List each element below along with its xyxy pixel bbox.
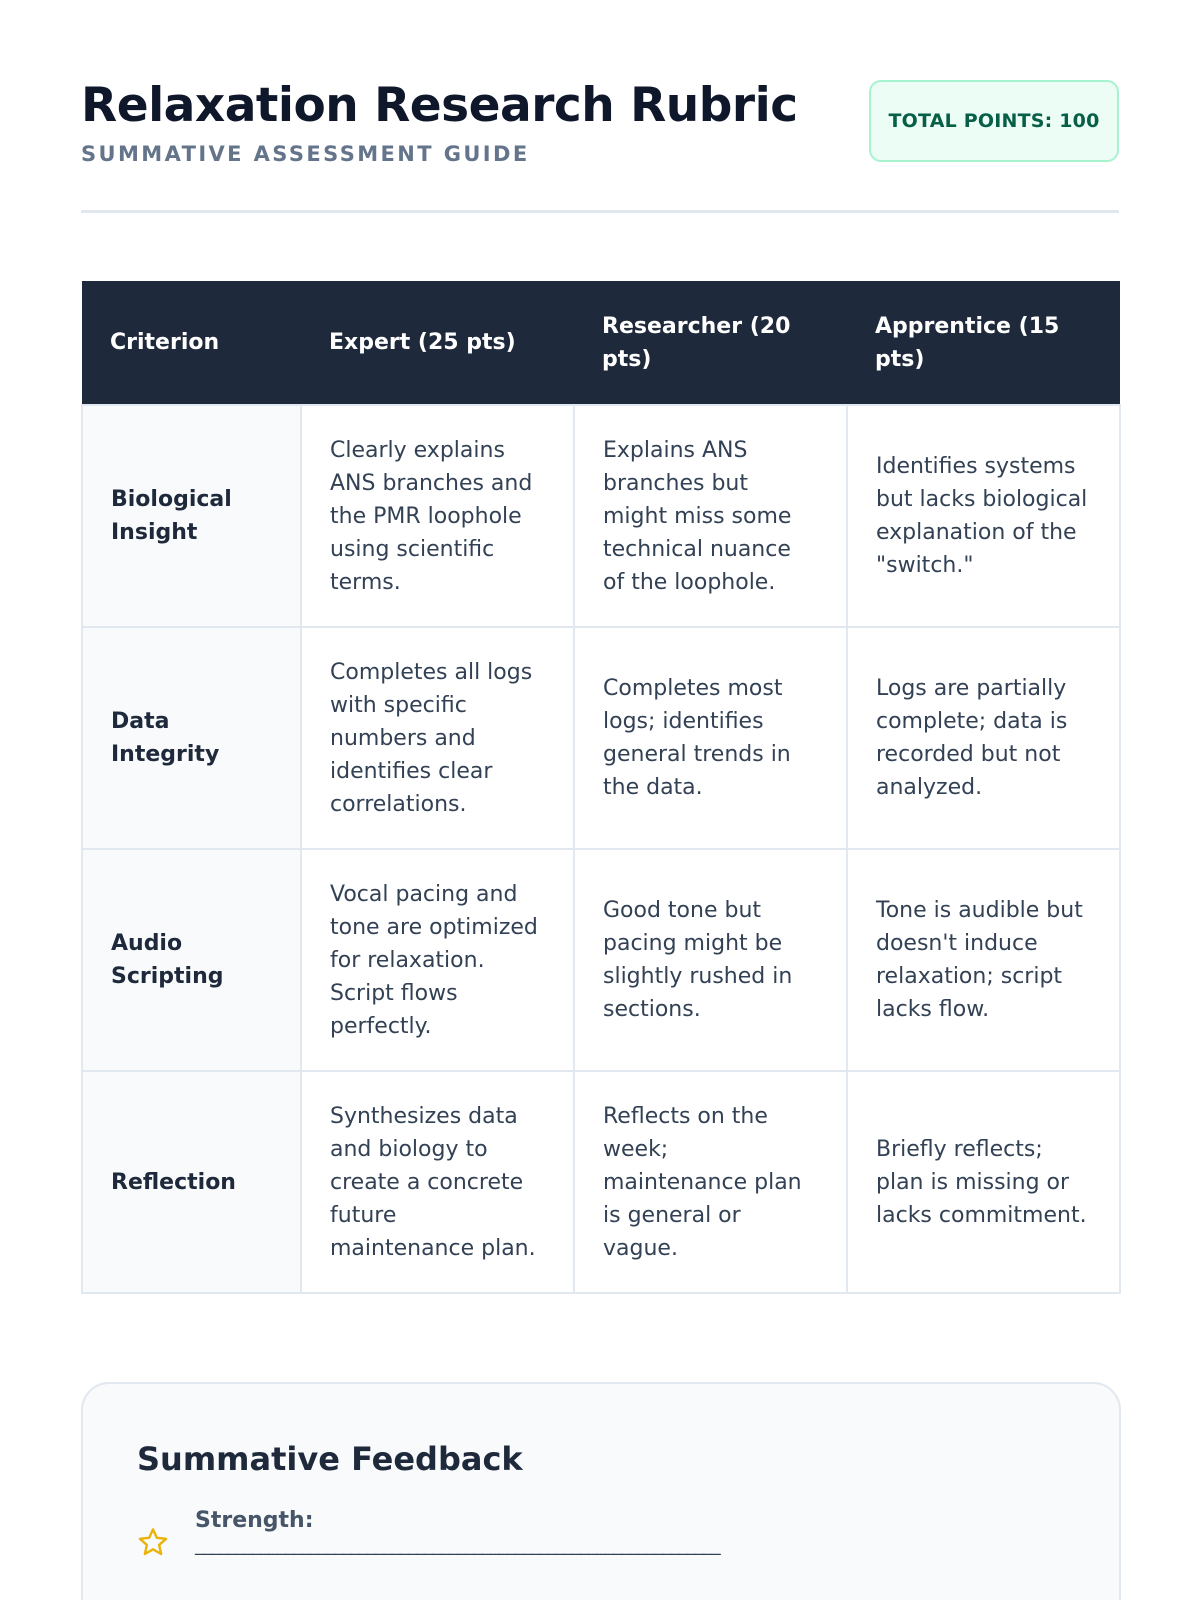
strength-label: Strength: xyxy=(195,1508,314,1533)
expert-cell: Completes all logs with specific numbers and identifies clear correlations. xyxy=(301,627,574,849)
column-header-criterion: Criterion xyxy=(82,281,301,405)
rubric-header xyxy=(82,281,1120,405)
researcher-cell: Explains ANS branches but might miss some technical nuance of the loophole. xyxy=(574,405,847,627)
apprentice-cell: Logs are partially complete; data is recorded but not analyzed. xyxy=(847,627,1120,849)
researcher-cell: Reflects on the week; maintenance plan is general or vague. xyxy=(574,1071,847,1293)
apprentice-cell: Tone is audible but doesn't induce relaxation; script lacks flow. xyxy=(847,849,1120,1071)
criterion-cell: Reflection xyxy=(82,1071,301,1293)
table-row xyxy=(82,405,1120,627)
column-header-apprentice: Apprentice (15 pts) xyxy=(847,281,1120,405)
table-row xyxy=(82,849,1120,1071)
rubric-body xyxy=(82,405,1120,1293)
strength-row xyxy=(137,1508,1065,1558)
page-header xyxy=(81,80,1119,213)
summative-feedback-panel xyxy=(81,1382,1121,1600)
apprentice-cell: Briefly reflects; plan is missing or lacks commitment. xyxy=(847,1071,1120,1293)
title-block xyxy=(81,80,798,166)
criterion-cell: Data Integrity xyxy=(82,627,301,849)
expert-cell: Vocal pacing and tone are optimized for relaxation. Script flows perfectly. xyxy=(301,849,574,1071)
page-title: Relaxation Research Rubric xyxy=(81,78,798,133)
star-icon xyxy=(137,1526,169,1558)
column-header-expert: Expert (25 pts) xyxy=(301,281,574,405)
apprentice-cell: Identifies systems but lacks biological explanation of the "switch." xyxy=(847,405,1120,627)
criterion-cell: Audio Scripting xyxy=(82,849,301,1071)
feedback-title: Summative Feedback xyxy=(137,1440,523,1478)
strength-blank-line[interactable]: ________________________________________________________________ xyxy=(195,1535,720,1556)
expert-cell: Synthesizes data and biology to create a concrete future maintenance plan. xyxy=(301,1071,574,1293)
strength-field[interactable] xyxy=(195,1508,720,1556)
column-header-researcher: Researcher (20 pts) xyxy=(574,281,847,405)
criterion-cell: Biological Insight xyxy=(82,405,301,627)
table-row xyxy=(82,627,1120,849)
rubric-table xyxy=(81,281,1121,1294)
researcher-cell: Completes most logs; identifies general trends in the data. xyxy=(574,627,847,849)
expert-cell: Clearly explains ANS branches and the PMR loophole using scientific terms. xyxy=(301,405,574,627)
page-subtitle: SUMMATIVE ASSESSMENT GUIDE xyxy=(81,142,530,167)
researcher-cell: Good tone but pacing might be slightly rushed in sections. xyxy=(574,849,847,1071)
header-row xyxy=(82,281,1120,405)
table-row xyxy=(82,1071,1120,1293)
total-points-badge: TOTAL POINTS: 100 xyxy=(869,80,1119,162)
